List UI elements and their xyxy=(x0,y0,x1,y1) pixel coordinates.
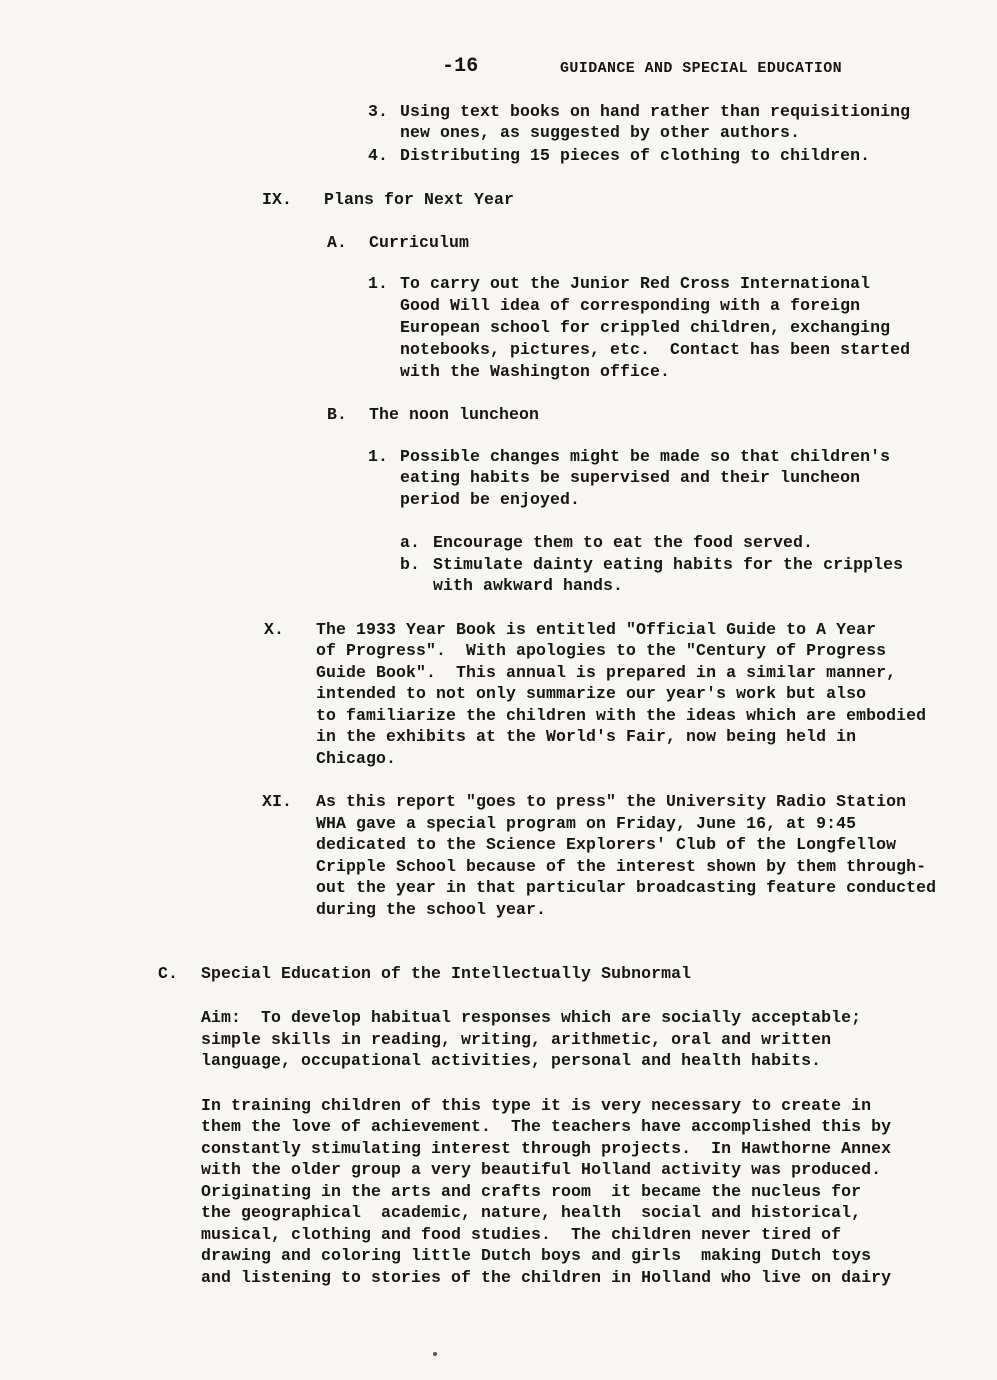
section-ix-heading: Plans for Next Year xyxy=(324,190,515,209)
section-ix-number: IX. xyxy=(262,190,293,209)
section-x-number: X. xyxy=(264,620,285,639)
aim-line-3: language, occupational activities, personal and health habits. xyxy=(201,1051,822,1070)
ix-a-item-1-line-1: To carry out the Junior Red Cross International xyxy=(400,274,871,293)
section-xi-line-3: dedicated to the Science Explorers' Club of the Longfellow xyxy=(316,835,897,854)
ix-a-item-1-line-5: with the Washington office. xyxy=(400,362,671,381)
section-x-line-4: intended to not only summarize our year's work but also xyxy=(316,684,867,703)
section-xi-line-5: out the year in that particular broadcasting feature conducted xyxy=(316,878,937,897)
stray-mark xyxy=(433,1352,437,1356)
section-xi-line-2: WHA gave a special program on Friday, June 16, at 9:45 xyxy=(316,814,857,833)
section-c-heading: Special Education of the Intellectually Subnormal xyxy=(201,964,692,983)
section-c-label: C. xyxy=(158,964,179,983)
ix-a-item-1-line-4: notebooks, pictures, etc. Contact has been started xyxy=(400,340,911,359)
para-line-7: musical, clothing and food studies. The children never tired of xyxy=(201,1225,842,1244)
section-xi-number: XI. xyxy=(262,792,293,811)
ix-a-item-1-line-2: Good Will idea of corresponding with a foreign xyxy=(400,296,861,315)
ix-b-item-1-number: 1. xyxy=(368,447,389,466)
section-x-line-5: to familiarize the children with the ideas which are embodied xyxy=(316,706,927,725)
item-3-number: 3. xyxy=(368,102,389,121)
section-ix-b-heading: The noon luncheon xyxy=(369,405,540,424)
para-line-8: drawing and coloring little Dutch boys and girls making Dutch toys xyxy=(201,1246,872,1265)
item-3-line-2: new ones, as suggested by other authors. xyxy=(400,123,801,142)
aim-line-2: simple skills in reading, writing, arithmetic, oral and written xyxy=(201,1030,832,1049)
page-header-title: GUIDANCE AND SPECIAL EDUCATION xyxy=(560,60,843,77)
para-line-2: them the love of achievement. The teachers have accomplished this by xyxy=(201,1117,892,1136)
item-4-line-1: Distributing 15 pieces of clothing to children. xyxy=(400,146,871,165)
ix-a-item-1-line-3: European school for crippled children, exchanging xyxy=(400,318,891,337)
section-x-line-7: Chicago. xyxy=(316,749,397,768)
section-xi-line-6: during the school year. xyxy=(316,900,547,919)
ix-b-item-1-line-1: Possible changes might be made so that children's xyxy=(400,447,891,466)
ix-b-item-1-line-2: eating habits be supervised and their luncheon xyxy=(400,468,861,487)
para-line-9: and listening to stories of the children in Holland who live on dairy xyxy=(201,1268,892,1287)
para-line-6: the geographical academic, nature, health social and historical, xyxy=(201,1203,862,1222)
section-xi-line-1: As this report "goes to press" the University Radio Station xyxy=(316,792,907,811)
ix-b-sub-a-number: a. xyxy=(400,533,421,552)
section-ix-b-label: B. xyxy=(327,405,348,424)
ix-b-sub-b-line-2: with awkward hands. xyxy=(433,576,624,595)
section-ix-a-label: A. xyxy=(327,233,348,252)
para-line-5: Originating in the arts and crafts room it became the nucleus for xyxy=(201,1182,862,1201)
page-number: -16 xyxy=(442,55,479,78)
ix-b-item-1-line-3: period be enjoyed. xyxy=(400,490,581,509)
section-x-line-2: of Progress". With apologies to the "Century of Progress xyxy=(316,641,887,660)
ix-b-sub-b-line-1: Stimulate dainty eating habits for the cripples xyxy=(433,555,904,574)
aim-line-1: Aim: To develop habitual responses which are socially acceptable; xyxy=(201,1008,862,1027)
section-x-line-6: in the exhibits at the World's Fair, now being held in xyxy=(316,727,857,746)
ix-a-item-1-number: 1. xyxy=(368,274,389,293)
para-line-4: with the older group a very beautiful Holland activity was produced. xyxy=(201,1160,882,1179)
section-xi-line-4: Cripple School because of the interest shown by them through- xyxy=(316,857,927,876)
item-4-number: 4. xyxy=(368,146,389,165)
item-3-line-1: Using text books on hand rather than requisitioning xyxy=(400,102,911,121)
ix-b-sub-b-number: b. xyxy=(400,555,421,574)
para-line-1: In training children of this type it is very necessary to create in xyxy=(201,1096,872,1115)
section-x-line-1: The 1933 Year Book is entitled "Official Guide to A Year xyxy=(316,620,877,639)
ix-b-sub-a-line-1: Encourage them to eat the food served. xyxy=(433,533,814,552)
section-x-line-3: Guide Book". This annual is prepared in a similar manner, xyxy=(316,663,897,682)
section-ix-a-heading: Curriculum xyxy=(369,233,470,252)
para-line-3: constantly stimulating interest through projects. In Hawthorne Annex xyxy=(201,1139,892,1158)
